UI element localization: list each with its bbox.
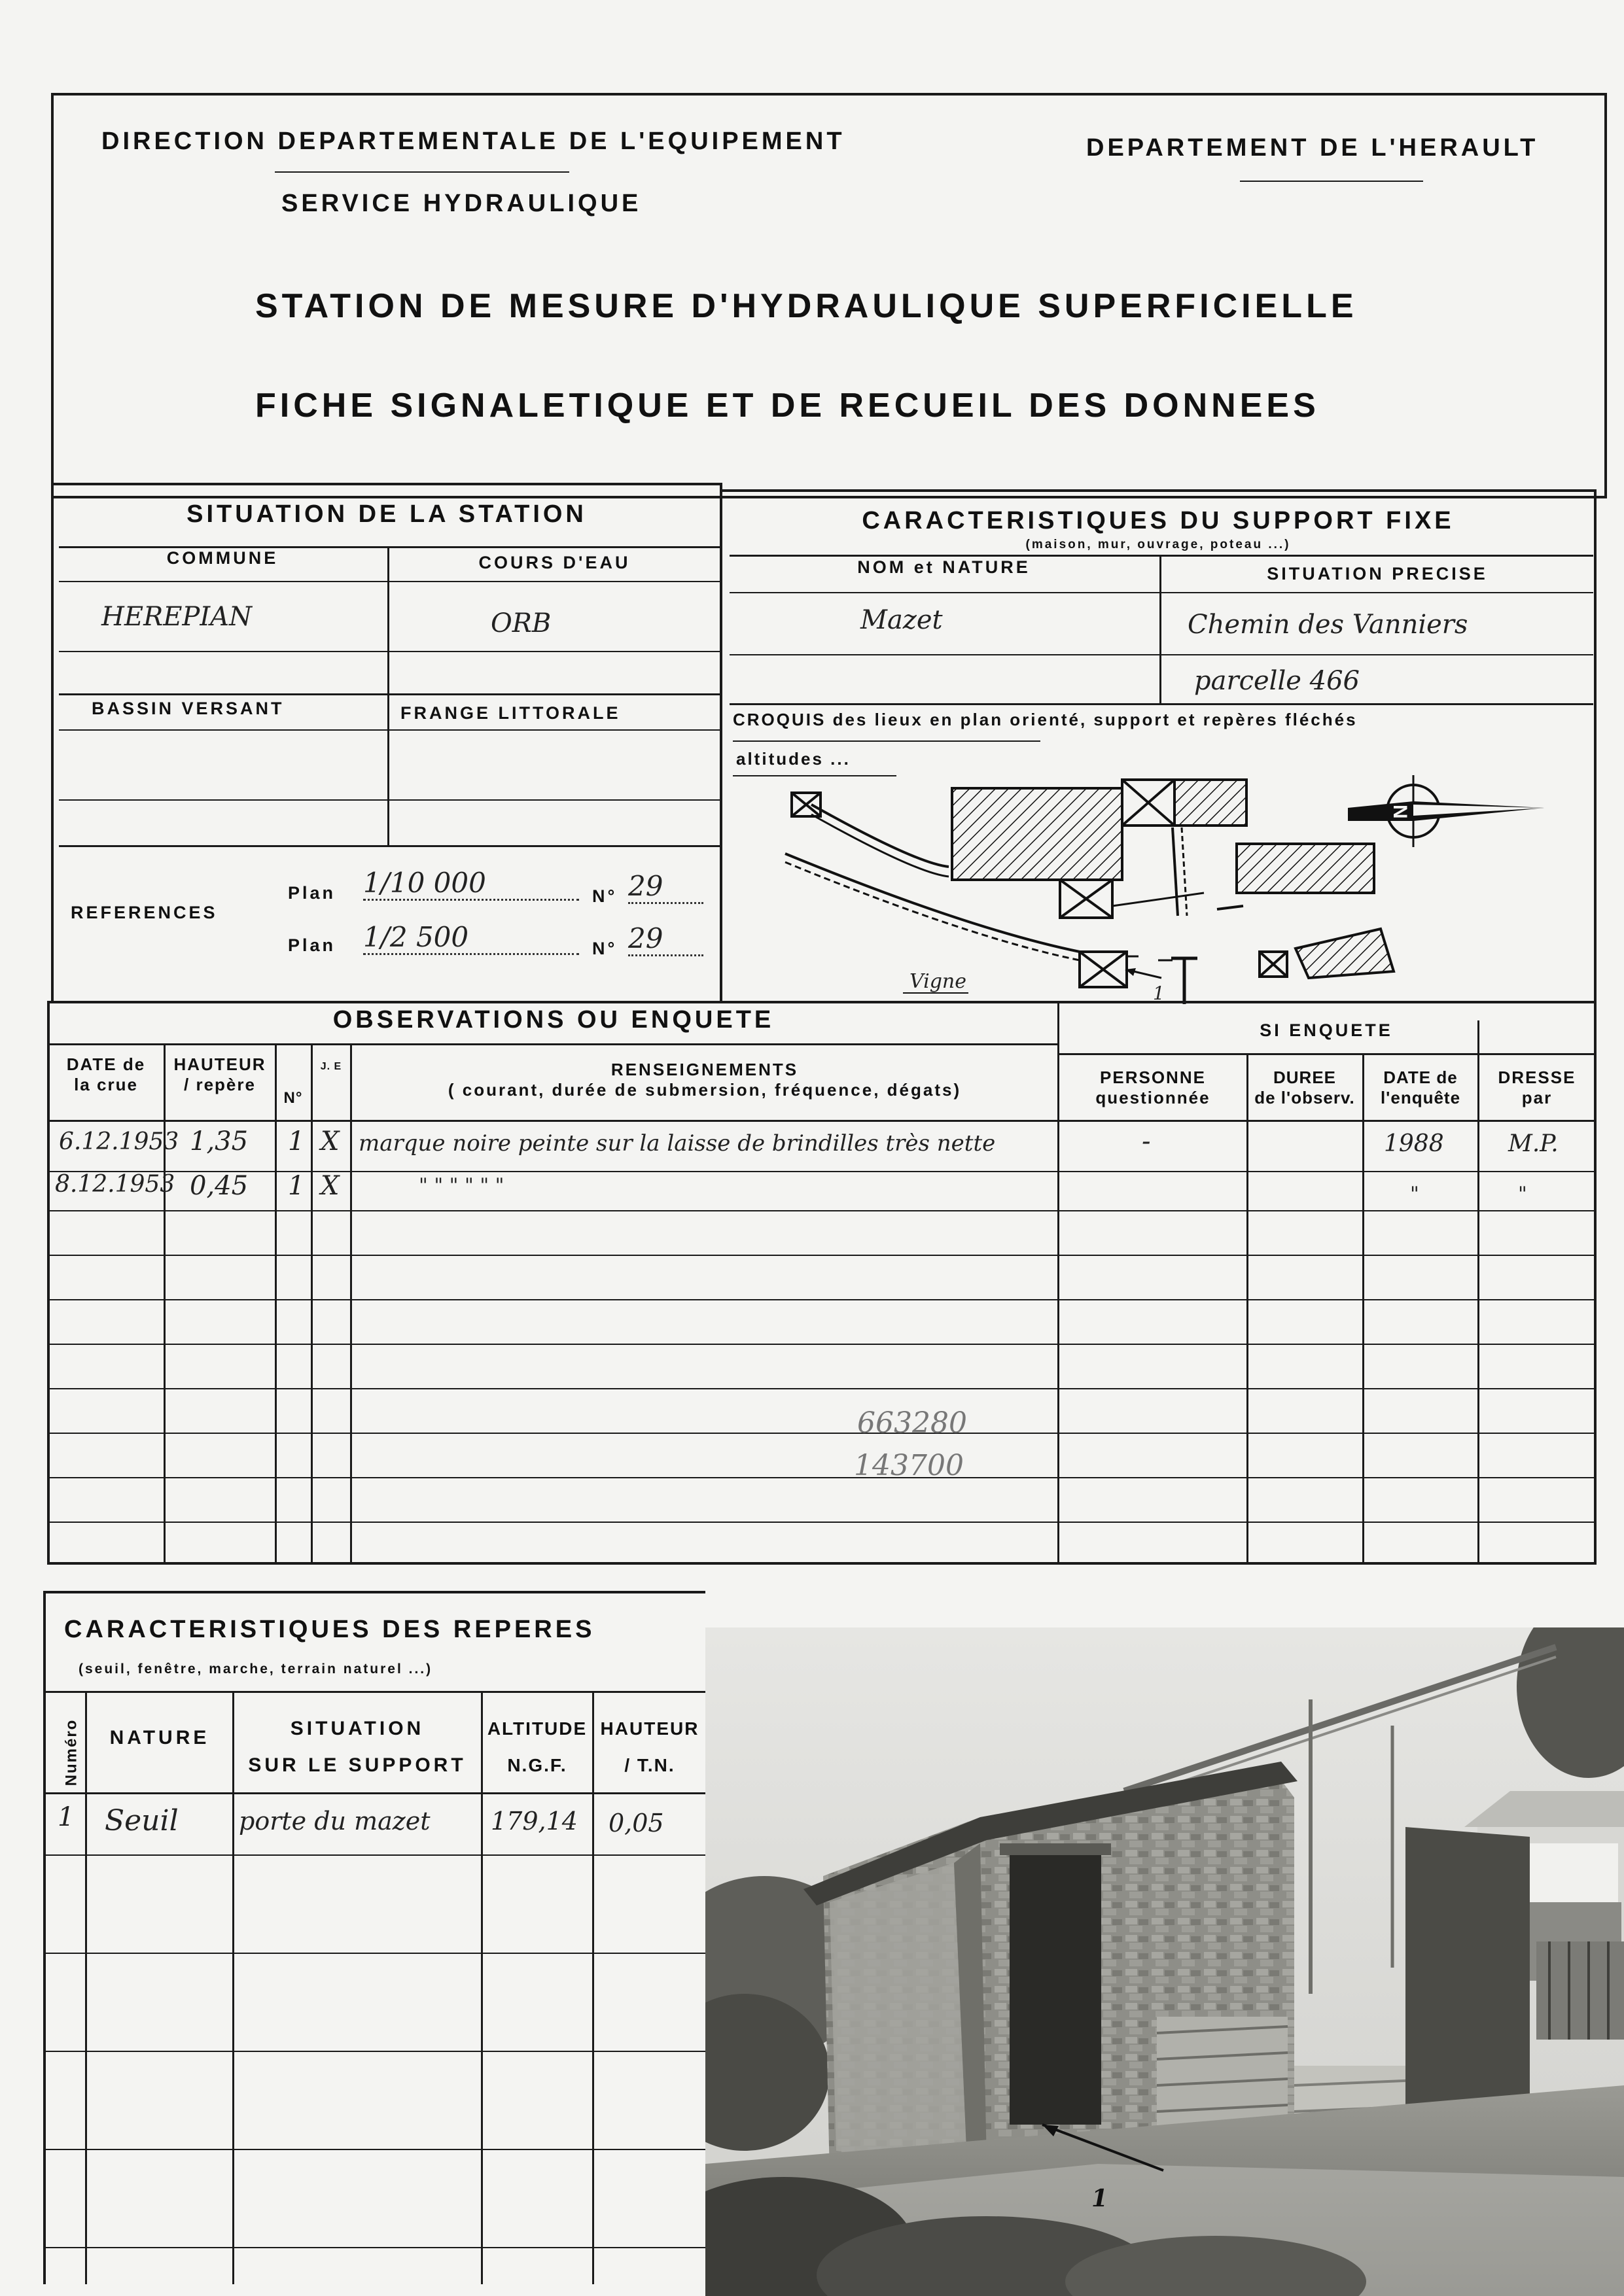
- reperes-col-altitude: ALTITUDE N.G.F.: [487, 1718, 588, 1775]
- page-title: STATION DE MESURE D'HYDRAULIQUE SUPERFICIELLE: [255, 287, 1358, 325]
- plan2-label: Plan: [288, 935, 336, 955]
- reperes-col-numero: Numéro: [62, 1718, 80, 1786]
- header-direction: DIRECTION DEPARTEMENTALE DE L'EQUIPEMENT: [101, 128, 845, 155]
- plan1-number: 29: [628, 870, 703, 904]
- reperes-col-hauteur: HAUTEUR / T.N.: [600, 1718, 699, 1775]
- reperes-box: [43, 1591, 705, 2284]
- plan1-scale: 1/10 000: [363, 867, 579, 901]
- pencil-coordinate-1: 663280: [857, 1406, 967, 1440]
- reperes-row1-numero: 1: [58, 1802, 75, 1832]
- obs-col-dresse: DRESSE par: [1498, 1068, 1576, 1107]
- reperes-heading: CARACTERISTIQUES DES REPERES: [64, 1616, 595, 1643]
- obs-col-date-enquete: DATE de l'enquête: [1380, 1068, 1461, 1107]
- bassin-versant-label: BASSIN VERSANT: [92, 699, 285, 718]
- north-indicator: N: [1389, 805, 1411, 819]
- observations-heading: OBSERVATIONS OU ENQUETE: [332, 1006, 775, 1034]
- sketch-vigne-label: Vigne: [909, 970, 967, 993]
- croquis-label: CROQUIS des lieux en plan orienté, support et repères fléchés: [733, 710, 1358, 729]
- references-label: REFERENCES: [71, 903, 218, 922]
- reperes-col-situation: SITUATION SUR LE SUPPORT: [248, 1718, 467, 1776]
- plan2-number: 29: [628, 922, 703, 956]
- page-subtitle: FICHE SIGNALETIQUE ET DE RECUEIL DES DONNEES: [255, 387, 1320, 425]
- reperes-row1-altitude: 179,14: [491, 1807, 578, 1835]
- reperes-row1-situation: porte du mazet: [239, 1807, 431, 1835]
- situation-precise-label: SITUATION PRECISE: [1267, 564, 1488, 583]
- photo-marker-number: 1: [1091, 2185, 1108, 2212]
- obs-row1-dresse: M.P.: [1508, 1130, 1559, 1157]
- cours-eau-value: ORB: [491, 608, 552, 638]
- sketch-marker-number: 1: [1153, 983, 1165, 1004]
- obs-row2-date: 8.12.1953: [55, 1171, 175, 1198]
- cours-eau-label: COURS D'EAU: [478, 553, 631, 572]
- obs-row1-hauteur: 1,35: [190, 1126, 249, 1157]
- support-situation-value1: Chemin des Vanniers: [1188, 610, 1468, 640]
- obs-row2-renseignements: " " " " " ": [419, 1174, 504, 1197]
- plan2-scale: 1/2 500: [363, 921, 579, 955]
- support-subheading: (maison, mur, ouvrage, poteau ...): [1025, 538, 1291, 551]
- obs-col-duree: DUREE de l'observ.: [1254, 1068, 1355, 1107]
- support-name-value: Mazet: [860, 605, 943, 635]
- situation-heading: SITUATION DE LA STATION: [186, 500, 587, 528]
- plan1-label: Plan: [288, 883, 336, 903]
- obs-row2-je: X: [321, 1171, 340, 1201]
- obs-col-hauteur: HAUTEUR / repère: [173, 1054, 266, 1094]
- obs-row2-dresse: ": [1518, 1183, 1527, 1206]
- obs-row1-je: X: [321, 1126, 340, 1157]
- obs-row2-hauteur: 0,45: [190, 1171, 249, 1201]
- obs-row1-date-enquete: 1988: [1384, 1130, 1444, 1157]
- obs-col-personne: PERSONNE questionnée: [1095, 1068, 1210, 1107]
- obs-col-date: DATE de la crue: [66, 1054, 146, 1094]
- si-enquete-heading: SI ENQUETE: [1260, 1020, 1393, 1040]
- obs-row1-date: 6.12.1953: [59, 1128, 179, 1155]
- nom-nature-label: NOM et NATURE: [857, 557, 1031, 577]
- reperes-row1-nature: Seuil: [105, 1804, 179, 1837]
- reperes-col-nature: NATURE: [109, 1727, 210, 1748]
- header-service: SERVICE HYDRAULIQUE: [281, 190, 642, 217]
- header-department: DEPARTEMENT DE L'HERAULT: [1086, 134, 1539, 162]
- obs-row1-renseignements: marque noire peinte sur la laisse de brindilles très nette: [359, 1130, 996, 1157]
- site-sketch: [772, 752, 1583, 1007]
- mazet-photo: [705, 1627, 1624, 2296]
- obs-col-renseignements: RENSEIGNEMENTS ( courant, durée de submersion, fréquence, dégats): [448, 1060, 962, 1100]
- commune-value: HEREPIAN: [101, 602, 252, 632]
- reperes-subheading: (seuil, fenêtre, marche, terrain naturel ...): [79, 1661, 433, 1677]
- reperes-row1-hauteur: 0,05: [609, 1809, 664, 1837]
- obs-row2-date-enquete: ": [1410, 1183, 1419, 1206]
- commune-label: COMMUNE: [166, 548, 279, 568]
- obs-row1-no: 1: [288, 1126, 305, 1157]
- obs-row1-personne: -: [1142, 1126, 1151, 1157]
- altitudes-label: altitudes ...: [736, 749, 851, 769]
- plan2-no-label: N°: [592, 939, 618, 958]
- obs-row2-no: 1: [288, 1171, 305, 1201]
- support-heading: CARACTERISTIQUES DU SUPPORT FIXE: [862, 507, 1455, 534]
- support-situation-value2: parcelle 466: [1194, 666, 1360, 696]
- obs-col-no: N°: [283, 1089, 303, 1107]
- frange-littorale-label: FRANGE LITTORALE: [400, 703, 621, 723]
- pencil-coordinate-2: 143700: [854, 1449, 964, 1482]
- plan1-no-label: N°: [592, 886, 618, 906]
- obs-col-je: J. E: [320, 1061, 342, 1072]
